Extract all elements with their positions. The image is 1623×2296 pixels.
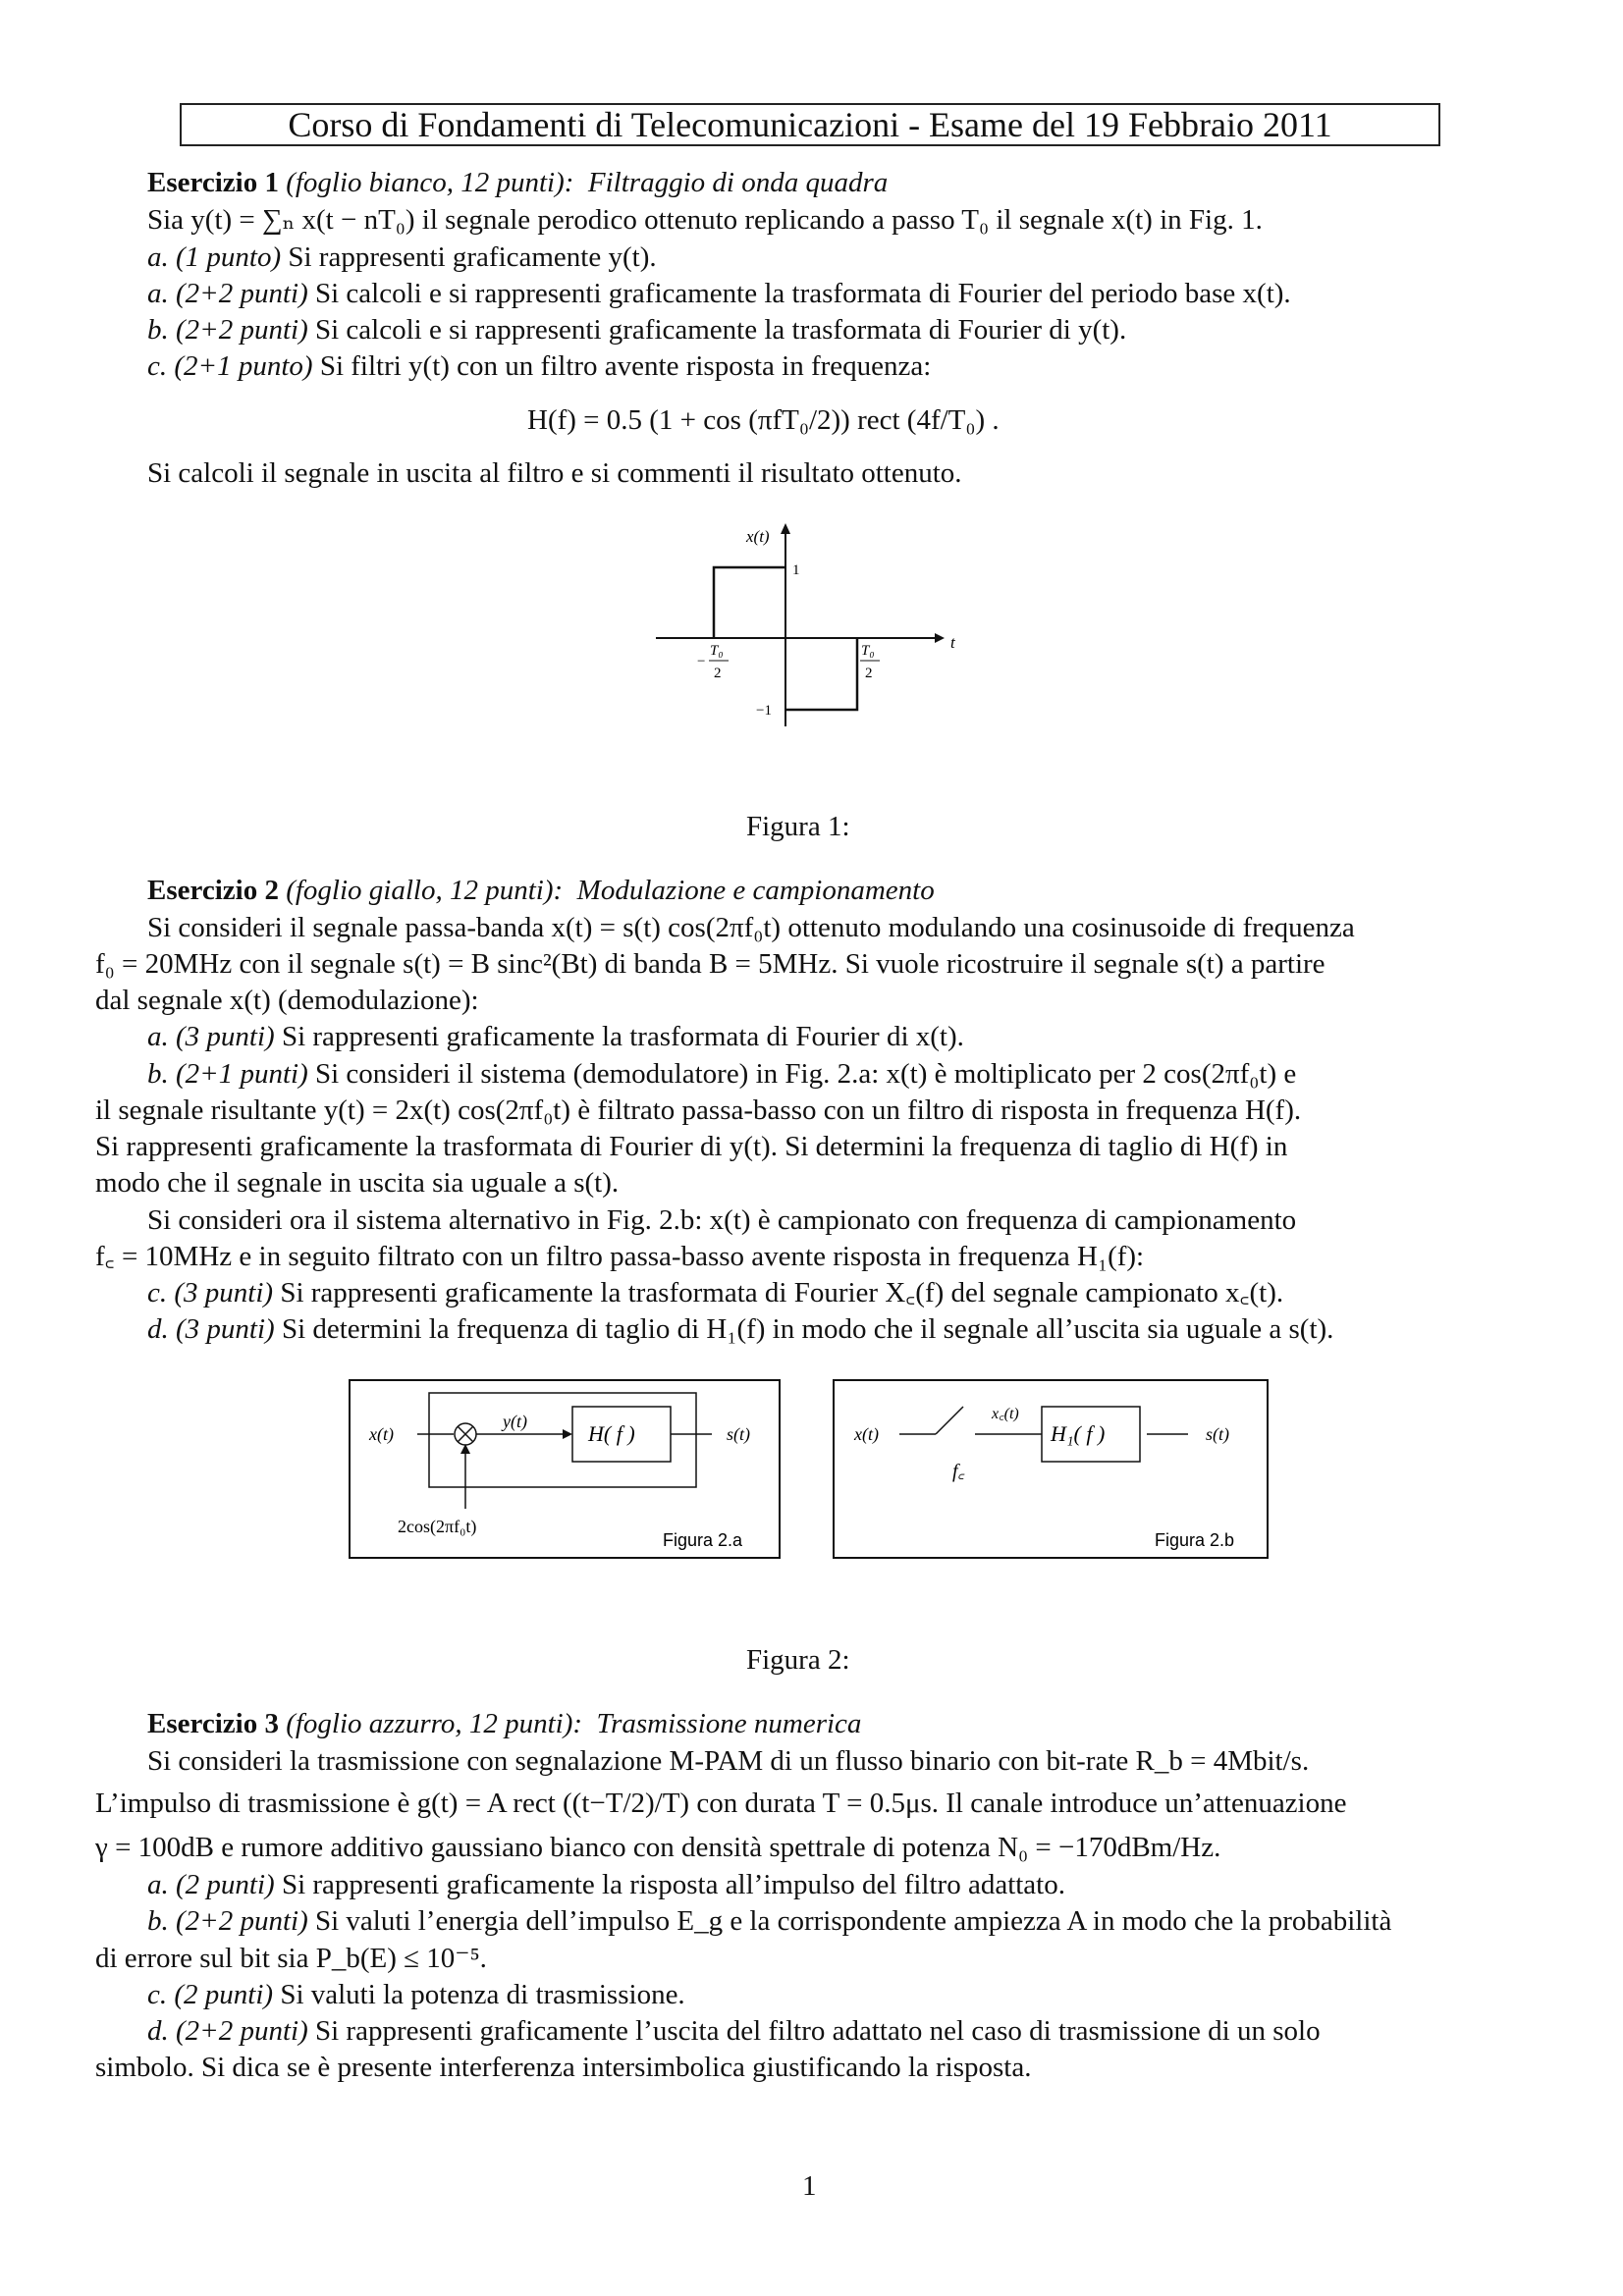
ex3-topic: Trasmissione numerica	[596, 1708, 862, 1739]
tick-t0-left: T₀	[710, 643, 724, 659]
filter-h1-label: H₁( f )	[1051, 1421, 1106, 1446]
pulse-negative	[785, 638, 857, 710]
ex2-item-d: d. (3 punti) Si determini la frequenza di taglio di H₁(f) in modo che il segnale all’uscita sia uguale a s(t).	[147, 1313, 1334, 1345]
ex1-outro: Si calcoli il segnale in uscita al filtro e si commenti il risultato ottenuto.	[147, 457, 962, 489]
ex2-b-line-4: modo che il segnale in uscita sia uguale a s(t).	[95, 1167, 620, 1199]
ex2-b-line-2: il segnale risultante y(t) = 2x(t) cos(2πf₀t) è filtrato passa-basso con un filtro di risposta in frequenza H(f).	[95, 1095, 1302, 1126]
ex3-line-1: Si consideri la trasmissione con segnalazione M-PAM di un flusso binario con bit-rate R_b = 4Mbit/s.	[147, 1745, 1310, 1777]
ex2-heading	[147, 877, 935, 905]
ex1-meta: (foglio bianco, 12 punti):	[286, 167, 574, 198]
minus-sign: −	[697, 654, 706, 669]
pulse-positive	[714, 567, 785, 638]
ex1-item-a1: a. (1 punto) Si rappresenti graficamente y(t).	[147, 241, 657, 273]
output-s: s(t)	[727, 1424, 750, 1444]
input-x: x(t)	[854, 1424, 879, 1444]
ex2-alt-line-2: f꜀ = 10MHz e in seguito filtrato con un filtro passa-basso avente risposta in frequenza H₁(f):	[95, 1241, 1145, 1272]
ex3-item-c: c. (2 punti) Si valuti la potenza di trasmissione.	[147, 1979, 685, 2010]
ex3-line-3: γ = 100dB e rumore additivo gaussiano bianco con densità spettrale di potenza N₀ = −170dBm/Hz.	[95, 1832, 1221, 1863]
page-number: 1	[802, 2170, 817, 2202]
ex1-item-a2: a. (2+2 punti) Si calcoli e si rappresenti graficamente la trasformata di Fourier del periodo base x(t).	[147, 278, 1291, 309]
sampling-frequency: f꜀	[952, 1461, 965, 1482]
ex1-topic: Filtraggio di onda quadra	[587, 167, 889, 198]
ex2-alt-line-1: Si consideri ora il sistema alternativo in Fig. 2.b: x(t) è campionato con frequenza di campionamento	[147, 1204, 1297, 1236]
ex3-b-cont: di errore sul bit sia P_b(E) ≤ 10⁻⁵.	[95, 1943, 487, 1974]
figure-1	[648, 520, 972, 736]
tick-two-left: 2	[714, 666, 722, 681]
tick-minus-one: −1	[756, 703, 772, 719]
figure-2a-label: Figura 2.a	[663, 1530, 743, 1550]
ex1-intro: Sia y(t) = ∑ₙ x(t − nT₀) il segnale perodico ottenuto replicando a passo T₀ il segnale x(t) in Fig. 1.	[147, 204, 1263, 236]
ex3-head: Esercizio 3	[147, 1708, 279, 1739]
ex1-heading	[147, 169, 888, 197]
filter-h-label: H( f )	[588, 1421, 635, 1446]
ex2-topic: Modulazione e campionamento	[576, 875, 935, 906]
ex3-meta: (foglio azzurro, 12 punti):	[286, 1708, 583, 1739]
ylabel: x(t)	[746, 527, 770, 546]
sampler-switch-icon	[936, 1407, 963, 1434]
ex3-heading	[147, 1710, 861, 1738]
ex3-line-2: L’impulso di trasmissione è g(t) = A rect ((t−T/2)/T) con durata T = 0.5μs. Il canale introduce un’attenuazione	[95, 1788, 1347, 1819]
xlabel: t	[950, 633, 955, 652]
ex2-item-c: c. (3 punti) Si rappresenti graficamente la trasformata di Fourier X꜀(f) del segnale campionato x꜀(t).	[147, 1277, 1284, 1308]
ex1-item-c: c. (2+1 punto) Si filtri y(t) con un filtro avente risposta in frequenza:	[147, 350, 932, 382]
ex2-line-3: dal segnale x(t) (demodulazione):	[95, 985, 479, 1016]
x-axis-arrow	[935, 633, 945, 643]
tick-t0-right: T₀	[861, 643, 875, 659]
ex2-meta: (foglio giallo, 12 punti):	[286, 875, 564, 906]
figure-2b-label: Figura 2.b	[1155, 1530, 1235, 1550]
signal-y: y(t)	[503, 1412, 527, 1431]
tick-one: 1	[792, 562, 800, 578]
ex2-item-a: a. (3 punti) Si rappresenti graficamente la trasformata di Fourier di x(t).	[147, 1021, 964, 1052]
ex3-d-cont: simbolo. Si dica se è presente interferenza intersimbolica giustificando la risposta.	[95, 2052, 1032, 2083]
ex2-b-line-3: Si rappresenti graficamente la trasformata di Fourier di y(t). Si determini la frequenza di taglio di H(f) in	[95, 1131, 1288, 1162]
input-x: x(t)	[369, 1424, 394, 1444]
sampled-signal: x꜀(t)	[992, 1406, 1019, 1422]
tick-two-right: 2	[865, 666, 873, 681]
ex3-item-a: a. (2 punti) Si rappresenti graficamente la risposta all’impulso del filtro adattato.	[147, 1869, 1065, 1900]
oscillator-label: 2cos(2πf₀t)	[398, 1517, 477, 1536]
ex1-head: Esercizio 1	[147, 167, 279, 198]
ex1-formula: H(f) = 0.5 (1 + cos (πfT₀/2)) rect (4f/T₀) .	[527, 404, 1000, 436]
figure-1-caption: Figura 1:	[746, 811, 850, 842]
ex2-item-b: b. (2+1 punti) Si consideri il sistema (demodulatore) in Fig. 2.a: x(t) è moltiplicato per 2 cos(2πf₀t) e	[147, 1058, 1297, 1090]
output-s: s(t)	[1206, 1424, 1229, 1444]
ex2-line-2: f₀ = 20MHz con il segnale s(t) = B sinc²(Bt) di banda B = 5MHz. Si vuole ricostruire il segnale s(t) a partire	[95, 948, 1325, 980]
y-axis-arrow	[781, 523, 790, 534]
figure-2-caption: Figura 2:	[746, 1644, 850, 1676]
ex3-item-b: b. (2+2 punti) Si valuti l’energia dell’impulso E_g e la corrispondente ampiezza A in modo che la probabilità	[147, 1905, 1392, 1937]
page-title: Corso di Fondamenti di Telecomunicazioni - Esame del 19 Febbraio 2011	[180, 103, 1440, 146]
ex3-item-d: d. (2+2 punti) Si rappresenti graficamente l’uscita del filtro adattato nel caso di trasmissione di un solo	[147, 2015, 1321, 2047]
figure-2a	[349, 1379, 781, 1559]
ex2-head: Esercizio 2	[147, 875, 279, 906]
figure-2b	[833, 1379, 1269, 1559]
ex1-item-b: b. (2+2 punti) Si calcoli e si rappresenti graficamente la trasformata di Fourier di y(t).	[147, 314, 1127, 346]
ex2-line-1: Si consideri il segnale passa-banda x(t) = s(t) cos(2πf₀t) ottenuto modulando una cosinusoide di frequenza	[147, 912, 1355, 943]
